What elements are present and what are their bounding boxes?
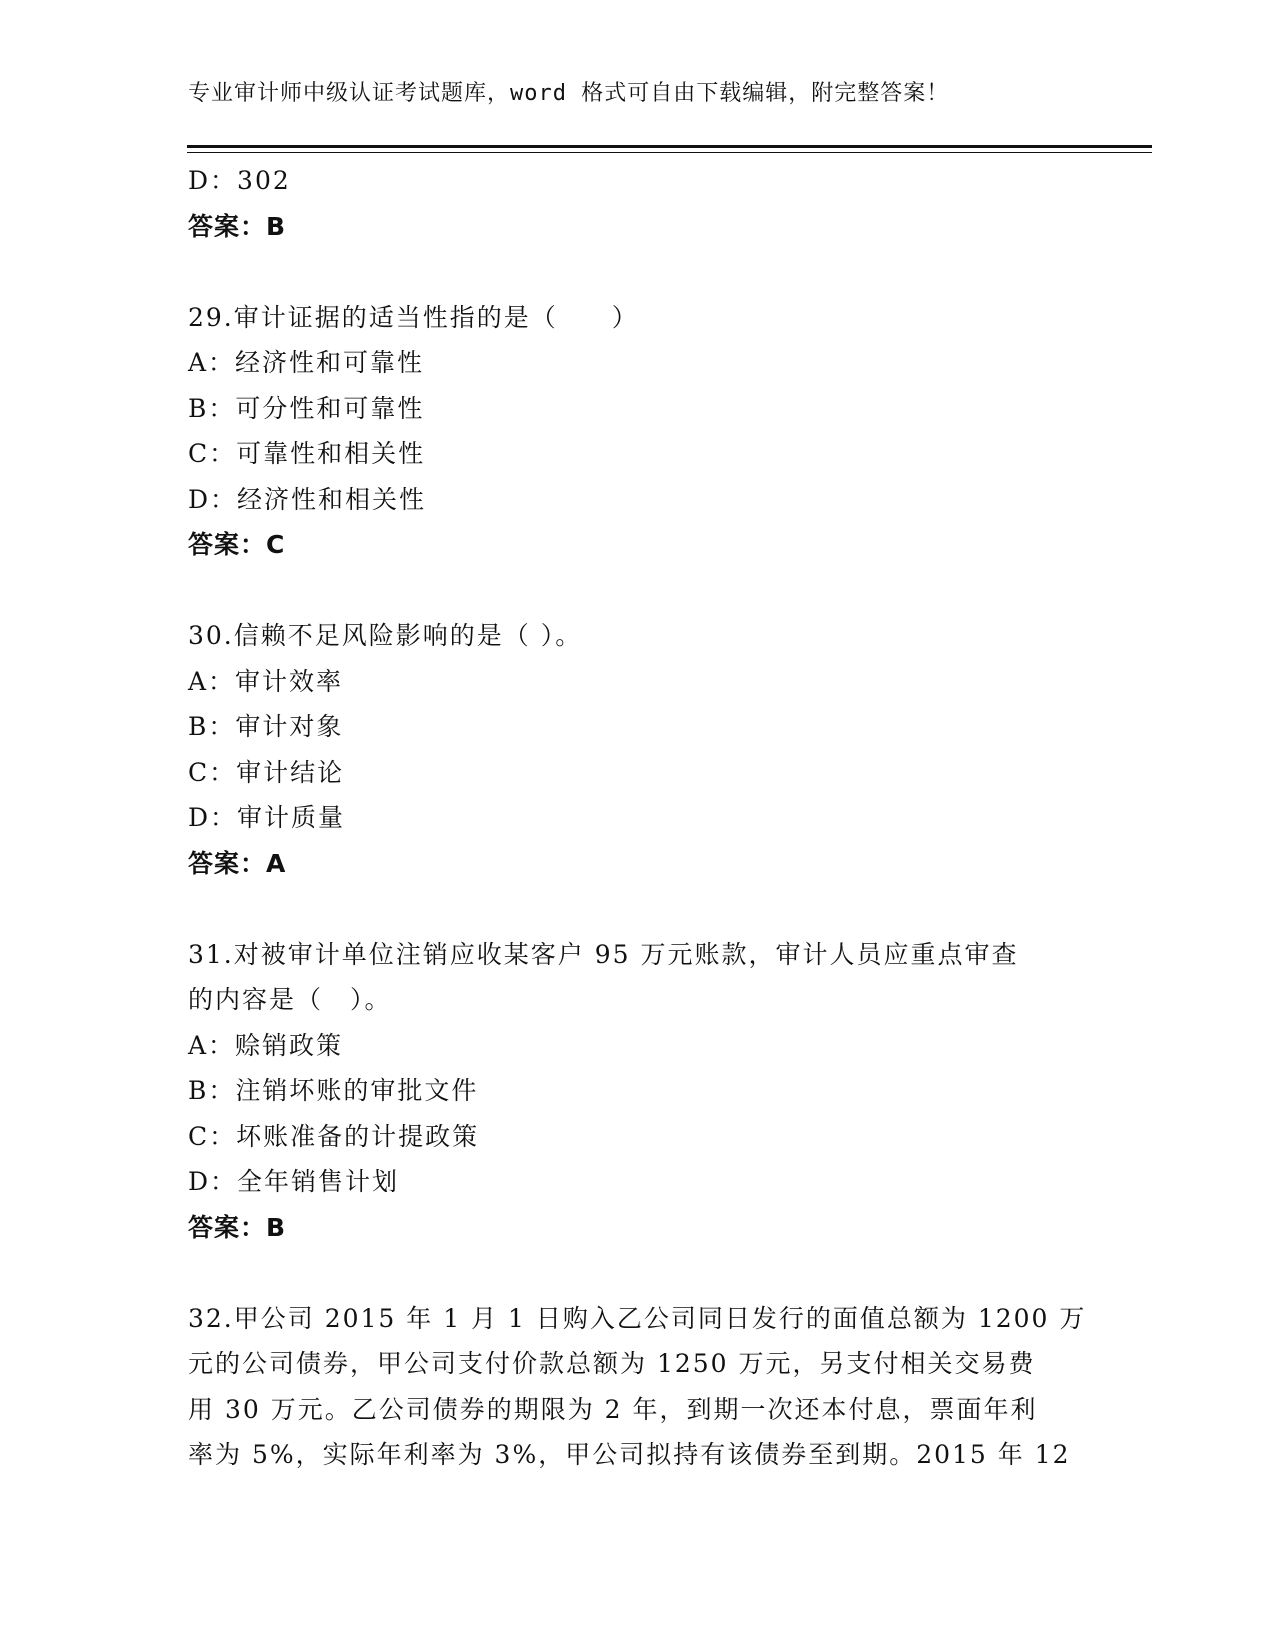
header-divider [187,145,1152,153]
option-a: A：审计效率 [188,666,344,696]
question-stem-line: 率为 5%，实际年利率为 3%，甲公司拟持有该债券至到期。2015 年 12 [188,1440,1071,1469]
option-b: B：可分性和可靠性 [188,393,425,423]
answer-line: 答案：B [188,1212,287,1242]
question-stem: 29.审计证据的适当性指的是（ ） [188,302,639,332]
question-stem: 30.信赖不足风险影响的是（ ）。 [188,621,583,650]
question-stem-line: 32.甲公司 2015 年 1 月 1 日购入乙公司同日发行的面值总额为 1200 万 [188,1303,1087,1333]
page-header: 专业审计师中级认证考试题库，word 格式可自由下载编辑，附完整答案！ [188,81,950,106]
option-d: D：经济性和相关性 [188,484,427,514]
question-content [188,158,1088,1478]
option-a: A：经济性和可靠性 [188,348,425,377]
option-d: D：全年销售计划 [188,1167,400,1196]
question-stem-line: 用 30 万元。乙公司债券的期限为 2 年，到期一次还本付息，票面年利 [188,1394,1038,1424]
option-c: C：坏账准备的计提政策 [188,1121,480,1151]
spacer [188,1250,1088,1296]
spacer [188,249,1088,295]
spacer [188,568,1088,614]
spacer [188,886,1088,932]
answer-line: 答案：A [188,848,287,878]
question-stem-line: 元的公司债券，甲公司支付价款总额为 1250 万元，另支付相关交易费 [188,1349,1036,1378]
option-b: B：注销坏账的审批文件 [188,1076,479,1105]
option-b: B：审计对象 [188,712,344,741]
option-c: C：可靠性和相关性 [188,439,426,468]
question-stem-line: 31.对被审计单位注销应收某客户 95 万元账款，审计人员应重点审查 [188,939,1019,969]
question-stem-line: 的内容是（ ）。 [188,985,392,1014]
option-c: C：审计结论 [188,757,345,787]
answer-line: 答案：B [188,211,287,241]
option-a: A：赊销政策 [188,1030,344,1060]
answer-line: 答案：C [188,530,286,559]
option-d: D：302 [188,166,291,195]
option-d: D：审计质量 [188,803,346,832]
